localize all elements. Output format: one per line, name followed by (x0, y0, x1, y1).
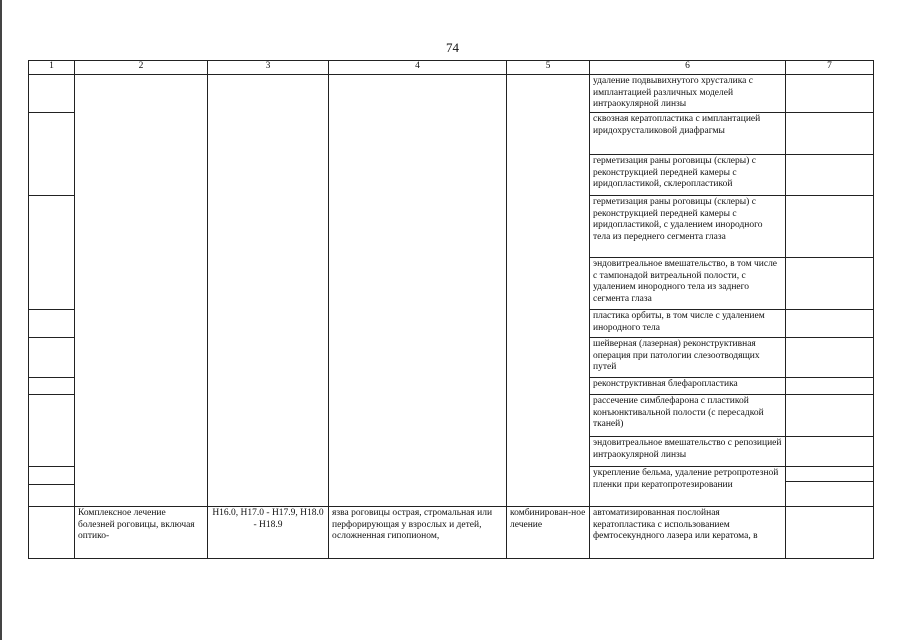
page-edge-line (0, 0, 2, 640)
table-cell (786, 196, 874, 258)
table-cell (786, 467, 874, 507)
procedure-cell: реконструктивная блефаропластика (590, 378, 786, 395)
table-cell (75, 75, 208, 507)
table-cell (786, 437, 874, 467)
procedure-cell: автоматизированная послойная кератопластика с использованием фемтосекундного лазера или кератома, в (590, 507, 786, 559)
table-cell (786, 310, 874, 338)
column-header: 5 (507, 61, 590, 75)
table-header-row (29, 61, 874, 75)
procedures-table (28, 60, 874, 559)
table-cell (786, 338, 874, 378)
column-header: 7 (786, 61, 874, 75)
column-header: 2 (75, 61, 208, 75)
table-cell (786, 113, 874, 155)
table-cell (786, 155, 874, 196)
column-header: 1 (29, 61, 75, 75)
table-row (29, 75, 874, 113)
table-cell (29, 113, 75, 196)
page-number: 74 (446, 40, 459, 55)
table-cell (329, 75, 507, 507)
table-cell (29, 467, 75, 507)
procedure-cell: пластика орбиты, в том числе с удалением инородного тела (590, 310, 786, 338)
procedure-cell: рассечение симблефарона с пластикой конъюнктивальной полости (с пересадкой тканей) (590, 395, 786, 437)
icd-codes-cell: H16.0, H17.0 - H17.9, H18.0 - H18.9 (208, 507, 329, 559)
table-cell (786, 258, 874, 310)
table-cell (786, 507, 874, 559)
table-cell (29, 75, 75, 113)
table-cell (29, 507, 75, 559)
section-title-cell: Комплексное лечение болезней роговицы, включая оптико- (75, 507, 208, 559)
procedure-cell: эндовитреальное вмешательство, в том числе с тампонадой витреальной полости, с удалением инородного тела из заднего сегмента глаза (590, 258, 786, 310)
table-cell (507, 75, 590, 507)
table-cell (208, 75, 329, 507)
procedure-cell: сквозная кератопластика с имплантацией иридохрусталиковой диафрагмы (590, 113, 786, 155)
table-cell (29, 338, 75, 378)
column-header: 4 (329, 61, 507, 75)
procedure-cell: герметизация раны роговицы (склеры) с реконструкцией передней камеры с иридопластикой, с удалением инородного тела из переднего сегмента глаза (590, 196, 786, 258)
table-cell (786, 378, 874, 395)
procedure-cell: укрепление бельма, удаление ретропротезной пленки при кератопротезировании (590, 467, 786, 507)
procedure-cell: удаление подвывихнутого хрусталика с имплантацией различных моделей интраокулярной линзы (590, 75, 786, 113)
table-cell (786, 75, 874, 113)
diagnosis-cell: язва роговицы острая, стромальная или перфорирующая у взрослых и детей, осложненная гипопионом, (329, 507, 507, 559)
treatment-type-cell: комбинирован-ное лечение (507, 507, 590, 559)
table-cell (29, 196, 75, 310)
procedure-cell: герметизация раны роговицы (склеры) с реконструкцией передней камеры с иридопластикой, склеропластикой (590, 155, 786, 196)
column-header: 6 (590, 61, 786, 75)
procedure-cell: эндовитреальное вмешательство с репозицией интраокулярной линзы (590, 437, 786, 467)
procedure-cell: шейверная (лазерная) реконструктивная операция при патологии слезоотводящих путей (590, 338, 786, 378)
table-cell (786, 395, 874, 437)
table-cell (29, 310, 75, 338)
table-row (29, 507, 874, 559)
column-header: 3 (208, 61, 329, 75)
table-cell (29, 395, 75, 467)
table-cell (29, 378, 75, 395)
